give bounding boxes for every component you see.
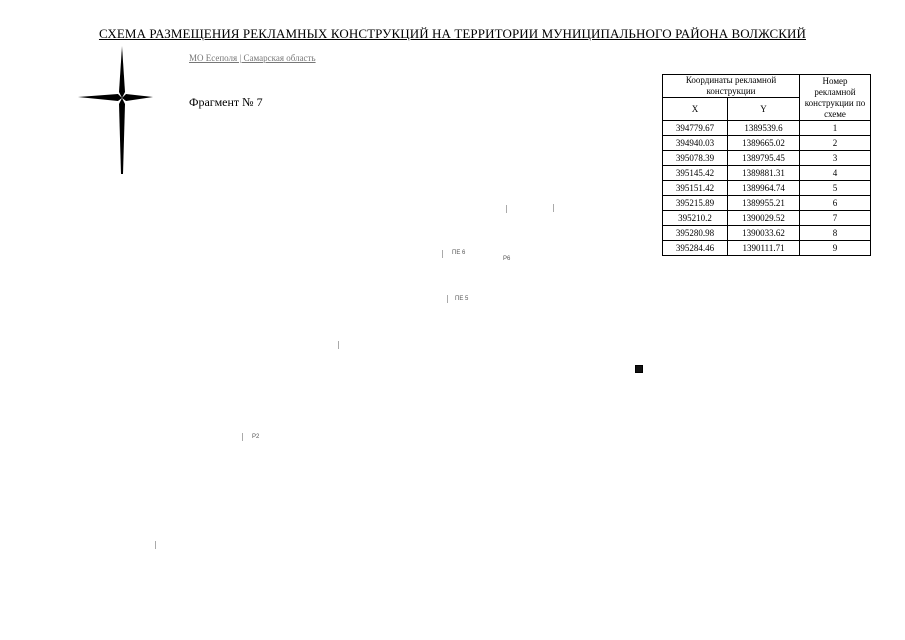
table-row: [663, 121, 871, 136]
cell-y: 1390111.71: [728, 241, 800, 256]
cell-y: 1390033.62: [728, 226, 800, 241]
map-marker-label: ПЕ 5: [455, 296, 469, 302]
table-row: [663, 196, 871, 211]
cell-y: 1389881.31: [728, 166, 800, 181]
table-row: [663, 226, 871, 241]
map-tick: [553, 204, 554, 212]
fragment-label: Фрагмент № 7: [189, 95, 263, 109]
cell-x: 394779.67: [663, 121, 728, 136]
cell-number: 7: [800, 211, 871, 226]
cell-x: 395078.39: [663, 151, 728, 166]
table-row: [663, 151, 871, 166]
cell-x: 395210.2: [663, 211, 728, 226]
map-tick: [155, 541, 156, 549]
header-x: X: [663, 98, 728, 121]
map-tick: [447, 295, 448, 303]
map-marker-label: Р6: [503, 256, 511, 262]
coordinates-table: [662, 74, 871, 256]
cell-y: 1389964.74: [728, 181, 800, 196]
cell-y: 1389795.45: [728, 151, 800, 166]
map-tick: [442, 250, 443, 258]
map-marker-label: Р2: [252, 434, 260, 440]
table-row: [663, 241, 871, 256]
document-subtitle: МО Есеполя | Самарская область: [189, 53, 316, 63]
header-coordinates: Координаты рекламной конструкции: [663, 75, 800, 98]
cell-x: 395284.46: [663, 241, 728, 256]
header-y: Y: [728, 98, 800, 121]
cell-number: 6: [800, 196, 871, 211]
cell-x: 395215.89: [663, 196, 728, 211]
cell-number: 9: [800, 241, 871, 256]
table-row: [663, 211, 871, 226]
cell-y: 1390029.52: [728, 211, 800, 226]
map-tick: [506, 205, 507, 213]
cell-number: 3: [800, 151, 871, 166]
cell-number: 8: [800, 226, 871, 241]
compass-rose-icon: [78, 46, 158, 181]
cell-number: 1: [800, 121, 871, 136]
map-marker-label: ПЕ 6: [452, 250, 466, 256]
cell-y: 1389665.02: [728, 136, 800, 151]
cell-x: 394940.03: [663, 136, 728, 151]
cell-number: 5: [800, 181, 871, 196]
cell-number: 2: [800, 136, 871, 151]
header-number: Номер рекламной конструкции по схеме: [800, 75, 871, 121]
table-row: [663, 136, 871, 151]
map-point-icon: [635, 365, 643, 373]
cell-x: 395151.42: [663, 181, 728, 196]
cell-y: 1389539.6: [728, 121, 800, 136]
table-row: [663, 181, 871, 196]
cell-y: 1389955.21: [728, 196, 800, 211]
map-tick: [338, 341, 339, 349]
cell-x: 395280.98: [663, 226, 728, 241]
cell-x: 395145.42: [663, 166, 728, 181]
cell-number: 4: [800, 166, 871, 181]
document-title: СХЕМА РАЗМЕЩЕНИЯ РЕКЛАМНЫХ КОНСТРУКЦИЙ НА ТЕРРИТОРИИ МУНИЦИПАЛЬНОГО РАЙОНА ВОЛЖСКИЙ: [98, 26, 807, 41]
table-row: [663, 166, 871, 181]
map-tick: [242, 433, 243, 441]
